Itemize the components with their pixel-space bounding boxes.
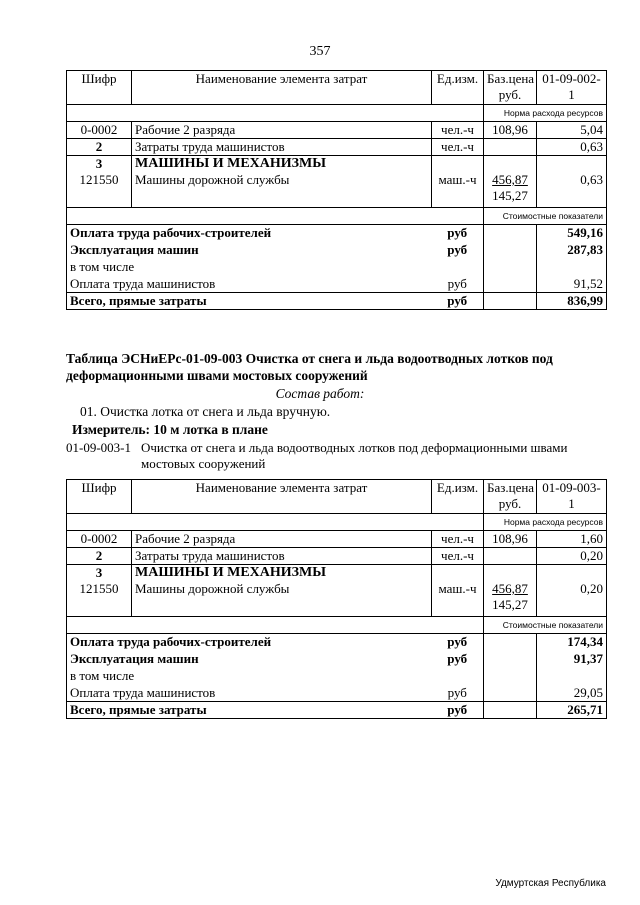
cost-unit: руб	[432, 225, 484, 242]
row-value: 0,20	[537, 548, 607, 565]
norm-code: 01-09-003-1	[66, 440, 131, 455]
row-price-secondary: 145,27	[492, 597, 528, 612]
row-name: Машины дорожной службы	[135, 172, 290, 187]
row-value: 1,60	[537, 531, 607, 548]
header-price: Баз.цена руб.	[484, 71, 537, 105]
header-name: Наименование элемента затрат	[132, 480, 432, 514]
page-number: 357	[309, 44, 331, 59]
row-name: Затраты труда машинистов	[132, 139, 432, 156]
cost-value: 174,34	[537, 634, 607, 651]
cost-incl-label: в том числе	[67, 259, 432, 276]
header-unit: Ед.изм.	[432, 71, 484, 105]
cost-unit: руб	[447, 684, 467, 700]
subheader-norm: Норма расхода ресурсов	[484, 514, 607, 531]
row-price: 456,87	[492, 172, 528, 187]
cost-unit: руб	[447, 275, 467, 291]
section-code: 3	[95, 565, 103, 580]
row-code: 0-0002	[67, 531, 132, 548]
row-name: Затраты труда машинистов	[132, 548, 432, 565]
total-name: Всего, прямые затраты	[67, 702, 432, 719]
subheader-norm: Норма расхода ресурсов	[484, 105, 607, 122]
section-title: МАШИНЫ И МЕХАНИЗМЫ	[135, 156, 327, 171]
table-title: Таблица ЭСНиЕРс-01-09-003 Очистка от снега и льда водоотводных лотков под деформационными швами мостовых сооружений	[66, 351, 553, 383]
cost-value: 549,16	[537, 225, 607, 242]
row-code: 2	[67, 139, 132, 156]
row-value: 0,63	[580, 172, 603, 187]
cost-unit: руб	[432, 634, 484, 651]
total-unit: руб	[432, 702, 484, 719]
row-unit: чел.-ч	[432, 548, 484, 565]
row-price-secondary: 145,27	[492, 188, 528, 203]
header-name: Наименование элемента затрат	[132, 71, 432, 105]
total-unit: руб	[432, 293, 484, 310]
work-composition-heading: Состав работ:	[275, 386, 365, 401]
cost-incl-label: в том числе	[67, 668, 432, 685]
section-code: 3	[95, 156, 103, 171]
cost-name: Оплата труда машинистов	[67, 276, 432, 293]
cost-name: Эксплуатация машин	[67, 651, 432, 668]
row-unit: маш.-ч	[438, 172, 477, 187]
row-code: 121550	[79, 581, 119, 596]
section-title: МАШИНЫ И МЕХАНИЗМЫ	[135, 565, 327, 580]
cost-name: Эксплуатация машин	[67, 242, 432, 259]
footer-region: Удмуртская Республика	[495, 878, 606, 889]
row-code: 0-0002	[67, 122, 132, 139]
row-name: Рабочие 2 разряда	[132, 531, 432, 548]
cost-value: 29,05	[537, 685, 607, 702]
header-norm-code: 01-09-002-1	[537, 71, 607, 105]
subheader-cost: Стоимостные показатели	[484, 617, 607, 634]
work-item: 01. Очистка лотка от снега и льда вручную.	[80, 404, 331, 419]
row-unit: чел.-ч	[432, 139, 484, 156]
row-name: Машины дорожной службы	[135, 581, 290, 596]
cost-unit: руб	[447, 241, 468, 257]
header-code: Шифр	[67, 480, 132, 514]
cost-name: Оплата труда машинистов	[67, 685, 432, 702]
subheader-cost: Стоимостные показатели	[484, 208, 607, 225]
total-value: 836,99	[537, 293, 607, 310]
header-price: Баз.цена руб.	[484, 480, 537, 514]
norm-description: Очистка от снега и льда водоотводных лотков под деформационными швами мостовых сооружений	[141, 440, 568, 471]
row-price: 456,87	[492, 581, 528, 596]
row-unit: чел.-ч	[432, 122, 484, 139]
row-price: 108,96	[484, 122, 537, 139]
resource-table-2	[66, 479, 607, 719]
row-price: 108,96	[484, 531, 537, 548]
resource-table-1	[66, 70, 607, 310]
row-code: 2	[67, 548, 132, 565]
row-value: 0,20	[580, 581, 603, 596]
row-code: 121550	[79, 172, 119, 187]
header-unit: Ед.изм.	[432, 480, 484, 514]
row-unit: чел.-ч	[432, 531, 484, 548]
meter-unit: Измеритель: 10 м лотка в плане	[72, 422, 268, 437]
cost-name: Оплата труда рабочих-строителей	[67, 634, 432, 651]
row-value: 5,04	[537, 122, 607, 139]
header-norm-code: 01-09-003-1	[537, 480, 607, 514]
total-value: 265,71	[537, 702, 607, 719]
cost-value: 287,83	[537, 242, 607, 259]
row-unit: маш.-ч	[438, 581, 477, 596]
row-name: Рабочие 2 разряда	[132, 122, 432, 139]
cost-value: 91,37	[537, 651, 607, 668]
row-value: 0,63	[537, 139, 607, 156]
cost-unit: руб	[447, 650, 468, 666]
header-code: Шифр	[67, 71, 132, 105]
total-name: Всего, прямые затраты	[67, 293, 432, 310]
cost-name: Оплата труда рабочих-строителей	[67, 225, 432, 242]
cost-value: 91,52	[537, 276, 607, 293]
